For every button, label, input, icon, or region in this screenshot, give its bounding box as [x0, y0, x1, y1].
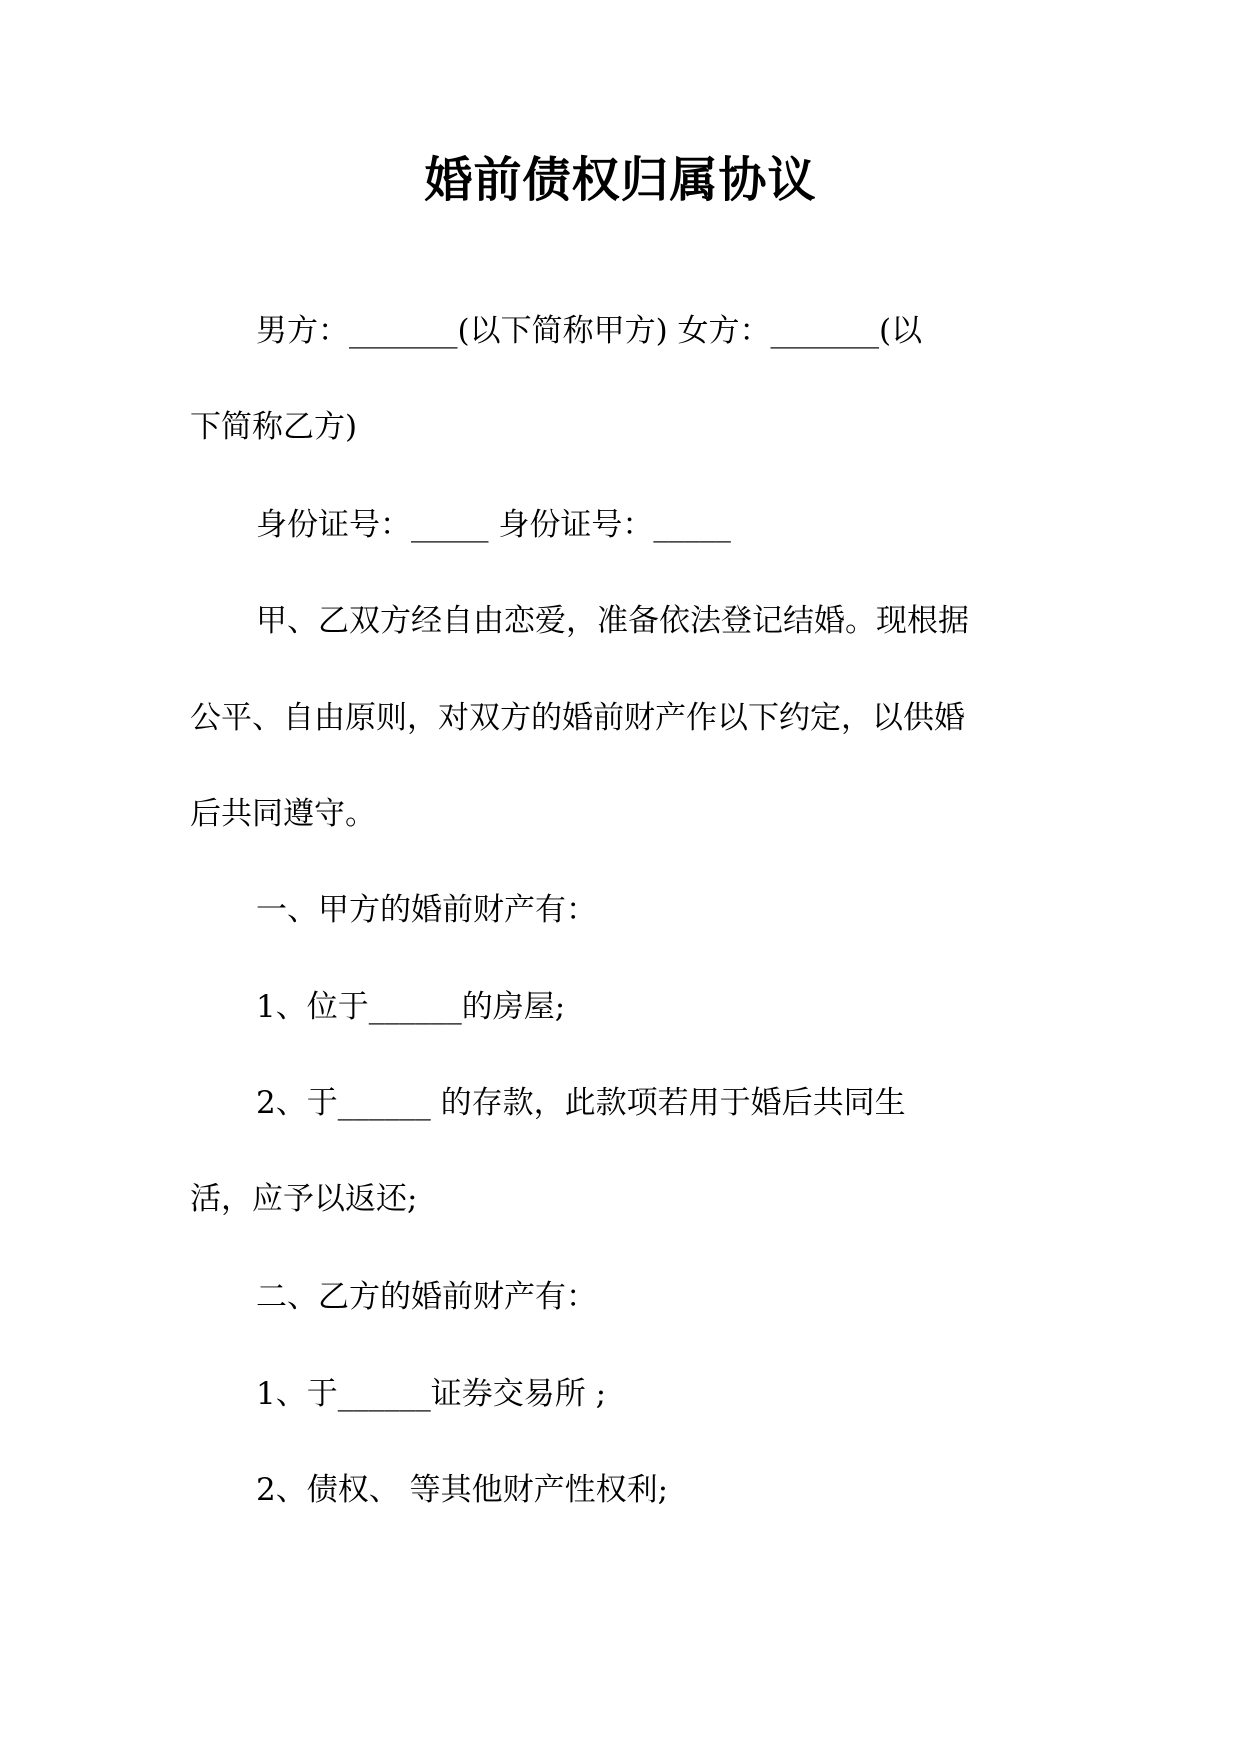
paragraph-parties: 男方：_______(以下简称甲方) 女方：_______(以	[256, 313, 923, 349]
section-heading-party-b: 二、乙方的婚前财产有：	[256, 1279, 597, 1315]
paragraph-intro-cont-1: 公平、自由原则，对双方的婚前财产作以下约定，以供婚	[190, 700, 965, 736]
paragraph-parties-cont: 下简称乙方)	[190, 409, 358, 445]
clause-a-1: 1、位于______的房屋;	[256, 989, 566, 1025]
clause-a-2: 2、于______ 的存款，此款项若用于婚后共同生	[256, 1085, 906, 1121]
document-title: 婚前债权归属协议	[424, 152, 817, 208]
paragraph-id-numbers: 身份证号：_____ 身份证号：_____	[256, 507, 731, 543]
section-heading-party-a: 一、甲方的婚前财产有：	[256, 892, 597, 928]
clause-b-1: 1、于______证券交易所 ;	[256, 1376, 607, 1412]
clause-a-2-cont: 活，应予以返还;	[190, 1181, 418, 1217]
paragraph-intro-cont-2: 后共同遵守。	[190, 796, 376, 832]
paragraph-intro: 甲、乙双方经自由恋爱，准备依法登记结婚。现根据	[256, 603, 969, 639]
clause-b-2: 2、债权、 等其他财产性权利;	[256, 1472, 669, 1508]
